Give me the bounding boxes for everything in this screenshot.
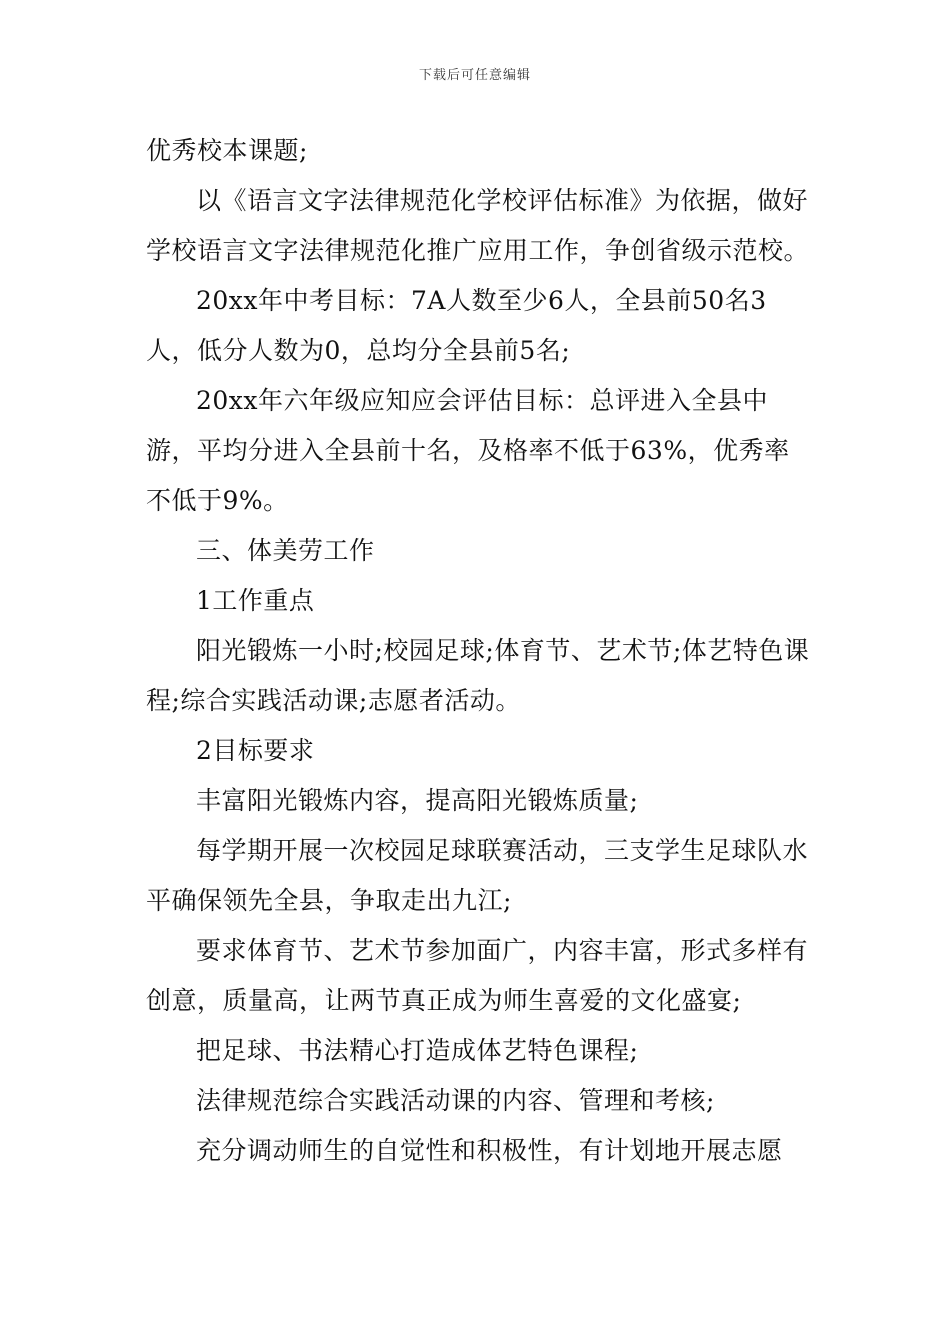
paragraph-9: 丰富阳光锻炼内容，提高阳光锻炼质量; [196,786,639,815]
paragraph-10: 每学期开展一次校园足球联赛活动，三支学生足球队水平确保领先全县，争取走出九江; [146,836,809,915]
paragraph-11: 要求体育节、艺术节参加面广，内容丰富，形式多样有创意，质量高，让两节真正成为师生喜爱的文化盛宴; [146,936,809,1015]
paragraph-13: 法律规范综合实践活动课的内容、管理和考核; [196,1086,715,1115]
document-body [146,126,811,1176]
subheading-work-focus: 1工作重点 [196,586,315,615]
subheading-goals: 2目标要求 [196,736,315,765]
page-header: 下载后可任意编辑 [418,68,531,83]
paragraph-4: 20xx年六年级应知应会评估目标：总评进入全县中游，平均分进入全县前十名，及格率不低于63%，优秀率不低于9%。 [146,386,790,515]
paragraph-7: 阳光锻炼一小时;校园足球;体育节、艺术节;体艺特色课程;综合实践活动课;志愿者活动。 [146,636,810,715]
paragraph-14: 充分调动师生的自觉性和积极性，有计划地开展志愿 [196,1136,783,1165]
paragraph-2: 以《语言文字法律规范化学校评估标准》为依据，做好学校语言文字法律规范化推广应用工作，争创省级示范校。 [146,186,810,265]
paragraph-1: 优秀校本课题; [146,136,308,165]
section-heading-3: 三、体美劳工作 [196,536,375,565]
paragraph-12: 把足球、书法精心打造成体艺特色课程; [196,1036,639,1065]
paragraph-3: 20xx年中考目标：7A人数至少6人，全县前50名3人，低分人数为0，总均分全县前5名; [146,286,767,365]
